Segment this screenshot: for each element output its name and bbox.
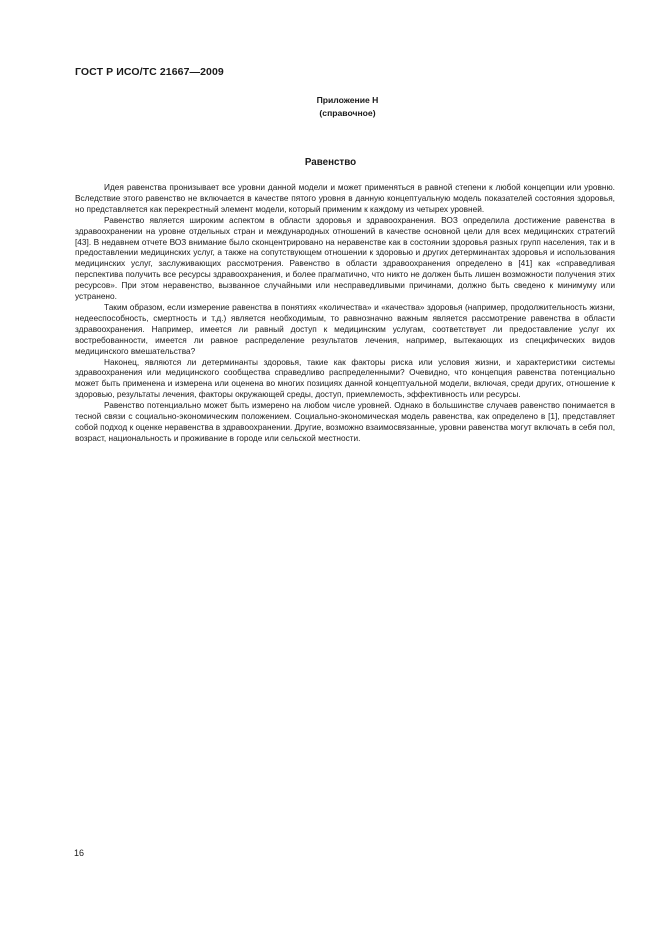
section-title: Равенство xyxy=(304,157,357,168)
paragraph: Таким образом, если измерение равенства в понятиях «количества» и «качества» здоровья (например, продолжительность жизни, недееспособность, смертность и т.д.) является необходимым, то равнозначно важным является рассмотрение равенства в области здравоохранения. Например, имеется ли равный доступ к медицинским услугам, соответствует ли предоставление услуг их востребованности, имеется ли равное распределение результатов лечения, например, вытекающих из специфических видов медицинского вмешательства? xyxy=(75,301,615,356)
document-code: ГОСТ Р ИСО/ТС 21667—2009 xyxy=(75,66,224,78)
paragraph: Равенство потенциально может быть измерено на любом числе уровней. Однако в большинстве случаев равенство понимается в тесной связи с социально-экономическим положением. Социально-экономическая модель равенства, как определено в [1], представляет собой подход к оценке неравенства в здравоохранении. Другие, возможно взаимосвязанные, уровни равенства могут включать в себя пол, возраст, национальность и проживание в городе или сельской местности. xyxy=(75,400,615,443)
appendix-title: Приложение Н xyxy=(316,95,379,105)
page-number: 16 xyxy=(74,848,85,858)
paragraph: Наконец, являются ли детерминанты здоровья, такие как факторы риска или условия жизни, и характеристики системы здравоохранения или медицинского сообщества справедливо распределенными? Очевидно, что концепция равенства потенциально может быть применена и измерена или оценена во многих позициях данной концептуальной модели, включая, среди других, отношение к здоровью, результаты лечения, факторы окружающей среды, доступ, приемлемость, эффективность или ресурсы. xyxy=(75,356,615,400)
appendix-status: (справочное) xyxy=(319,108,376,118)
paragraph: Равенство является широким аспектом в области здоровья и здравоохранения. ВОЗ определила достижение равенства в здравоохранении на уровне отдельных стран и международных отношений в качестве основной цели для всех медицинских стратегий [43]. В недавнем отчете ВОЗ внимание было сконцентрировано на неравенстве как в состоянии здоровья разных групп населения, так и в предоставлении медицинских услуг, а также на сопутствующем отношении к здоровью и других детерминантах здоровья и использования медицинских услуг, заслуживающих рассмотрения. Равенство в области здравоохранения определено в [41] как «справедливая перспектива получить все ресурсы здравоохранения, и более прагматично, что никто не должен быть лишен возможности получения этих ресурсов». При этом неравенство, вызванное случайными или несправедливыми причинами, должно быть сведено к минимуму или устранено. xyxy=(75,214,615,302)
appendix-heading xyxy=(0,94,661,120)
paragraph: Идея равенства пронизывает все уровни данной модели и может применяться в равной степени к любой концепции или уровню. Вследствие этого равенство не включается в качестве пятого уровня в данную концептуальную модель показателей состояния здоровья, но представляется как перекрестный элемент модели, который применим к каждому из четырех уровней. xyxy=(75,182,615,214)
body-text xyxy=(75,182,615,444)
